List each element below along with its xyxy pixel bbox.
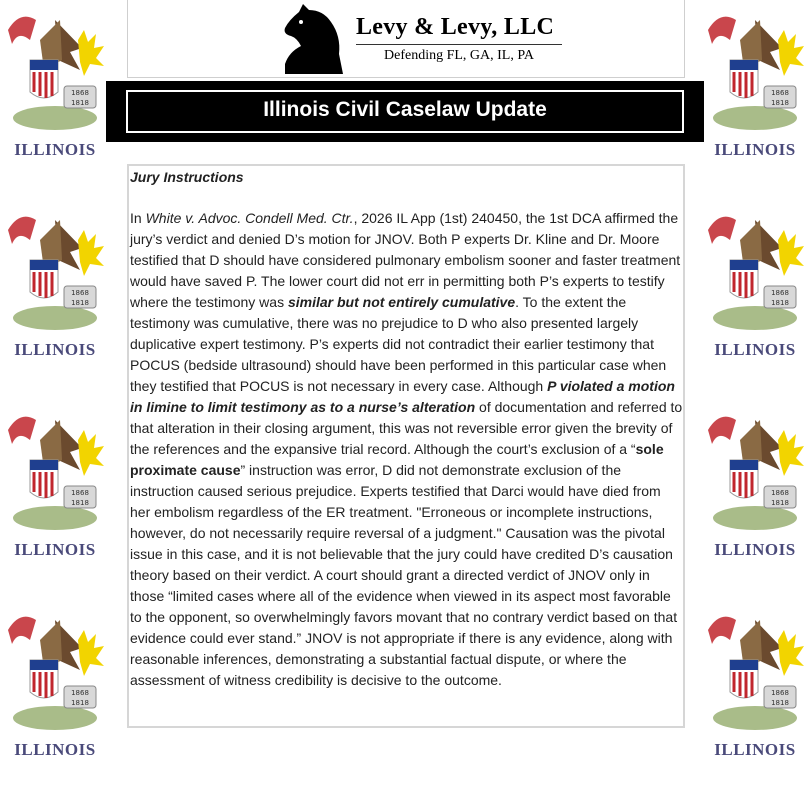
section-title: Jury Instructions — [130, 169, 244, 185]
seal-caption: ILLINOIS — [14, 140, 96, 159]
svg-text:1868: 1868 — [71, 289, 89, 297]
svg-text:1868: 1868 — [71, 689, 89, 697]
illinois-seal-tile — [0, 600, 105, 800]
banner-title: Illinois Civil Caselaw Update — [126, 90, 684, 133]
firm-tagline: Defending FL, GA, IL, PA — [384, 48, 534, 63]
emphasis-text: P violated a motion in limine to limit testimony as to a nurse’s alteration — [130, 378, 675, 415]
seal-caption: ILLINOIS — [14, 740, 96, 759]
svg-text:1868: 1868 — [771, 489, 789, 497]
illinois-seal-icon — [700, 0, 810, 150]
svg-text:1818: 1818 — [71, 499, 89, 507]
svg-text:1868: 1868 — [771, 289, 789, 297]
illinois-seal-icon — [700, 200, 810, 350]
newsletter-container — [106, 0, 704, 702]
seal-caption: ILLINOIS — [714, 740, 796, 759]
svg-text:1818: 1818 — [771, 499, 789, 507]
svg-text:1818: 1818 — [771, 99, 789, 107]
svg-text:1818: 1818 — [71, 699, 89, 707]
illinois-seal-tile — [700, 200, 805, 400]
svg-text:1868: 1868 — [771, 89, 789, 97]
text-run: . To the extent the testimony was cumulative, there was no prejudice to D who also presented largely duplicative expert testimony. P’s experts did not contradict their earlier testimony that POCUS (bedside ultrasound) should have been performed in this particular case when they testified that POCUS is not necessary in every case. Although — [130, 294, 667, 394]
seal-caption: ILLINOIS — [714, 340, 796, 359]
knight-logo-icon — [279, 2, 349, 76]
svg-text:1868: 1868 — [71, 489, 89, 497]
illinois-seal-icon — [0, 200, 110, 350]
illinois-seal-icon — [0, 0, 110, 150]
text-run: of documentation and referred to that alteration in their closing argument, this was not reversible error given the brevity of the references and the expansive trial record. Although the court’s exclusion of a “ — [130, 399, 683, 457]
illinois-seal-tile — [700, 0, 805, 200]
text-run: ” instruction was error, D did not demonstrate exclusion of the instruction caused serious prejudice. Experts testified that Darci would have died from her embolism regardless of the ER treatment. "Erroneous or incomplete instructions, however, do not necessarily require reversal of a judgment." Causation was the pivotal issue in this case, and it is not believable that the jury could have credited D’s causation theory based on their verdict. A court should grant a directed verdict of JNOV only in those “limited cases where all of the evidence when viewed in its aspect most favorable to the opponent, so overwhelmingly favors movant that no contrary verdict based on that evidence could ever stand.” JNOV is not appropriate if there is any evidence, along with reasonable inferences, demonstrating a substantial factual dispute, or where the assessment of witness credibility is decisive to the outcome. — [130, 462, 678, 688]
illinois-seal-tile — [0, 400, 105, 600]
illinois-seal-tile — [700, 400, 805, 600]
title-banner — [106, 81, 704, 142]
seal-caption: ILLINOIS — [714, 140, 796, 159]
seal-caption: ILLINOIS — [714, 540, 796, 559]
illinois-seal-tile — [0, 200, 105, 400]
svg-text:1818: 1818 — [771, 299, 789, 307]
illinois-seal-tile — [700, 600, 805, 800]
article-box — [127, 164, 685, 728]
emphasis-text: sole proximate cause — [130, 441, 664, 478]
seal-caption: ILLINOIS — [14, 340, 96, 359]
case-name: White v. Advoc. Condell Med. Ctr. — [145, 210, 354, 226]
text-run: , 2026 IL App (1st) 240450, the 1st DCA affirmed the jury’s verdict and denied D’s motion for JNOV. Both P experts Dr. Kline and Dr. Moore testified that D should have considered pulmonary embolism sooner and faster treatment would have saved P. The lower court did not err in permitting both P’s experts to testify where the testimony was — [130, 210, 681, 310]
illinois-seal-icon — [0, 400, 110, 550]
logo-divider — [356, 44, 562, 45]
svg-text:1868: 1868 — [771, 689, 789, 697]
illinois-seal-icon — [0, 600, 110, 750]
svg-text:1868: 1868 — [71, 89, 89, 97]
text-run: In — [130, 210, 146, 226]
firm-name: Levy & Levy, LLC — [356, 14, 555, 40]
emphasis-text: similar but not entirely cumulative — [287, 294, 516, 310]
svg-text:1818: 1818 — [71, 99, 89, 107]
illinois-seal-icon — [700, 600, 810, 750]
logo-header — [127, 0, 685, 78]
article-paragraph — [130, 208, 684, 691]
svg-text:1818: 1818 — [771, 699, 789, 707]
illinois-seal-tile — [0, 0, 105, 200]
svg-text:1818: 1818 — [71, 299, 89, 307]
illinois-seal-icon — [700, 400, 810, 550]
seal-caption: ILLINOIS — [14, 540, 96, 559]
